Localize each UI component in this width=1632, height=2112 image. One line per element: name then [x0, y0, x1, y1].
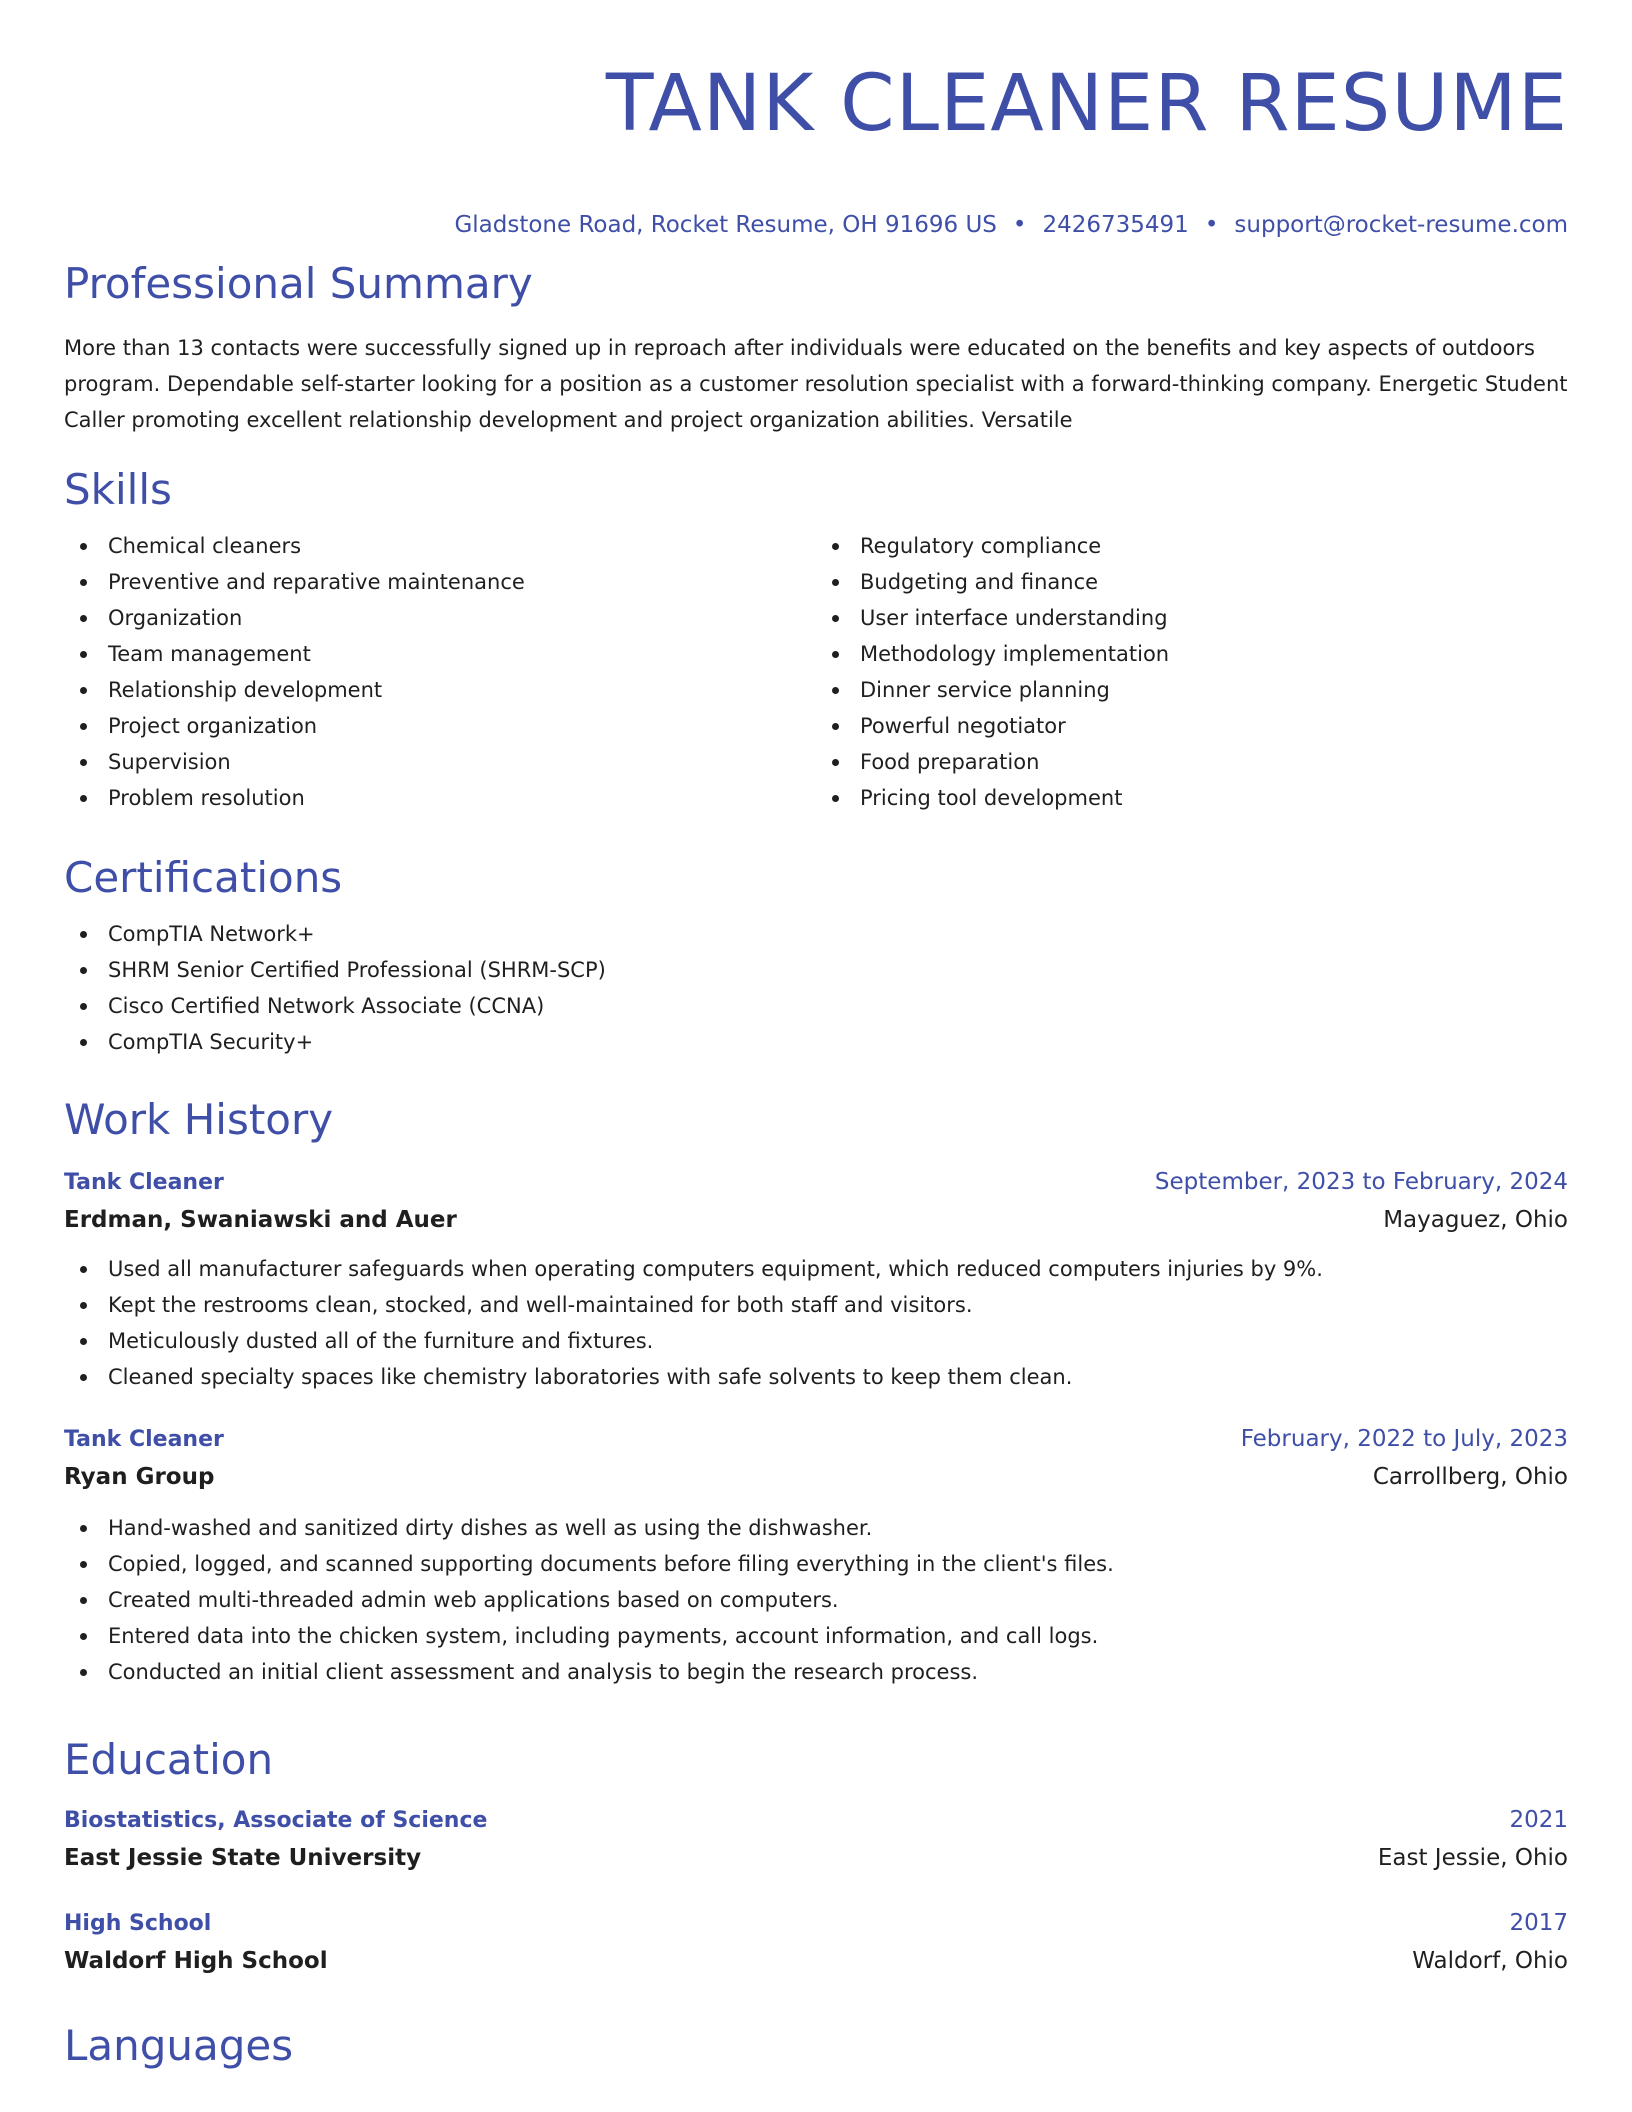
- job-bullet: Copied, logged, and scanned supporting documents before filing everything in the client's files.: [64, 1546, 1568, 1582]
- education-header: [64, 1905, 1568, 1942]
- job-bullet: Kept the restrooms clean, stocked, and well-maintained for both staff and visitors.: [64, 1287, 1568, 1323]
- summary-text: More than 13 contacts were successfully signed up in reproach after individuals were educated on the benefits and key aspects of outdoors program. Dependable self-starter looking for a position as a customer resolution specialist with a forward-thinking company. Energetic Student Caller promoting excellent relationship development and project organization abilities. Versatile: [64, 336, 1568, 432]
- skill-item: Food preparation: [816, 744, 1568, 780]
- certification-item: CompTIA Network+: [64, 916, 1568, 952]
- skill-item: Relationship development: [64, 672, 816, 708]
- education-year: 2021: [1509, 1807, 1568, 1833]
- skills-list-right: [816, 528, 1568, 816]
- job-company: Ryan Group: [64, 1464, 215, 1490]
- contact-line: [64, 210, 1568, 240]
- contact-phone: 2426735491: [1042, 212, 1189, 238]
- section-heading-languages: Languages: [64, 2021, 294, 2070]
- job-title: Tank Cleaner: [64, 1170, 224, 1195]
- certification-item: SHRM Senior Certified Professional (SHRM-SCP): [64, 952, 1568, 988]
- job-bullet: Hand-washed and sanitized dirty dishes as well as using the dishwasher.: [64, 1510, 1568, 1546]
- job-dates: September, 2023 to February, 2024: [1154, 1169, 1568, 1195]
- section-heading-education: Education: [64, 1735, 274, 1784]
- section-heading-certifications: Certifications: [64, 853, 343, 902]
- job-bullet: Cleaned specialty spaces like chemistry laboratories with safe solvents to keep them clean.: [64, 1359, 1568, 1395]
- education-school: Waldorf High School: [64, 1948, 328, 1974]
- education-degree: High School: [64, 1911, 212, 1936]
- job-title: Tank Cleaner: [64, 1427, 224, 1452]
- certification-item: CompTIA Security+: [64, 1024, 1568, 1060]
- skill-item: Dinner service planning: [816, 672, 1568, 708]
- contact-email[interactable]: support@rocket-resume.com: [1234, 212, 1568, 238]
- job-bullets: [64, 1510, 1568, 1690]
- skills-section: [64, 462, 1568, 816]
- skill-item: Pricing tool development: [816, 780, 1568, 816]
- certifications-list: [64, 916, 1568, 1060]
- skills-grid: [64, 528, 1568, 816]
- skill-item: Problem resolution: [64, 780, 816, 816]
- education-degree: Biostatistics, Associate of Science: [64, 1808, 488, 1833]
- job-bullet: Conducted an initial client assessment and analysis to begin the research process.: [64, 1654, 1568, 1690]
- job-location: Carrollberg, Ohio: [1372, 1464, 1568, 1490]
- education-location: East Jessie, Ohio: [1377, 1845, 1568, 1871]
- education-location: Waldorf, Ohio: [1412, 1948, 1568, 1974]
- job-entry: [64, 1421, 1568, 1690]
- education-section: [64, 1732, 1568, 1980]
- job-bullets: [64, 1251, 1568, 1395]
- job-bullet: Created multi-threaded admin web applications based on computers.: [64, 1582, 1568, 1618]
- education-header: [64, 1802, 1568, 1839]
- job-header: [64, 1421, 1568, 1458]
- skill-item: Budgeting and finance: [816, 564, 1568, 600]
- section-heading-work-history: Work History: [64, 1095, 334, 1144]
- certifications-section: [64, 850, 1568, 1060]
- work-history-section: [64, 1092, 1568, 1690]
- job-bullet: Used all manufacturer safeguards when operating computers equipment, which reduced computers injuries by 9%.: [64, 1251, 1568, 1287]
- contact-separator: •: [1012, 212, 1027, 238]
- resume-title: TANK CLEANER RESUME: [605, 59, 1568, 149]
- education-entry: [64, 1802, 1568, 1877]
- job-dates: February, 2022 to July, 2023: [1240, 1426, 1568, 1452]
- summary-section: [64, 256, 1568, 438]
- skill-item: Team management: [64, 636, 816, 672]
- skill-item: Powerful negotiator: [816, 708, 1568, 744]
- languages-section: [64, 2018, 1568, 2074]
- job-entry: [64, 1164, 1568, 1395]
- education-subheader: [64, 1839, 1568, 1877]
- job-company: Erdman, Swaniawski and Auer: [64, 1207, 457, 1233]
- skill-item: Preventive and reparative maintenance: [64, 564, 816, 600]
- skill-item: Project organization: [64, 708, 816, 744]
- skills-list-left: [64, 528, 816, 816]
- job-bullet: Meticulously dusted all of the furniture and fixtures.: [64, 1323, 1568, 1359]
- job-subheader: [64, 1458, 1568, 1496]
- skill-item: Methodology implementation: [816, 636, 1568, 672]
- education-school: East Jessie State University: [64, 1845, 422, 1871]
- job-bullet: Entered data into the chicken system, including payments, account information, and call logs.: [64, 1618, 1568, 1654]
- section-heading-skills: Skills: [64, 465, 172, 514]
- contact-address: Gladstone Road, Rocket Resume, OH 91696 US: [454, 212, 997, 238]
- skill-item: Supervision: [64, 744, 816, 780]
- education-subheader: [64, 1942, 1568, 1980]
- section-heading-summary: Professional Summary: [64, 259, 533, 308]
- contact-separator: •: [1204, 212, 1219, 238]
- job-location: Mayaguez, Ohio: [1383, 1207, 1568, 1233]
- certification-item: Cisco Certified Network Associate (CCNA): [64, 988, 1568, 1024]
- skill-item: Regulatory compliance: [816, 528, 1568, 564]
- education-year: 2017: [1509, 1910, 1568, 1936]
- job-subheader: [64, 1201, 1568, 1239]
- skill-item: Organization: [64, 600, 816, 636]
- job-header: [64, 1164, 1568, 1201]
- skill-item: User interface understanding: [816, 600, 1568, 636]
- skill-item: Chemical cleaners: [64, 528, 816, 564]
- education-entry: [64, 1905, 1568, 1980]
